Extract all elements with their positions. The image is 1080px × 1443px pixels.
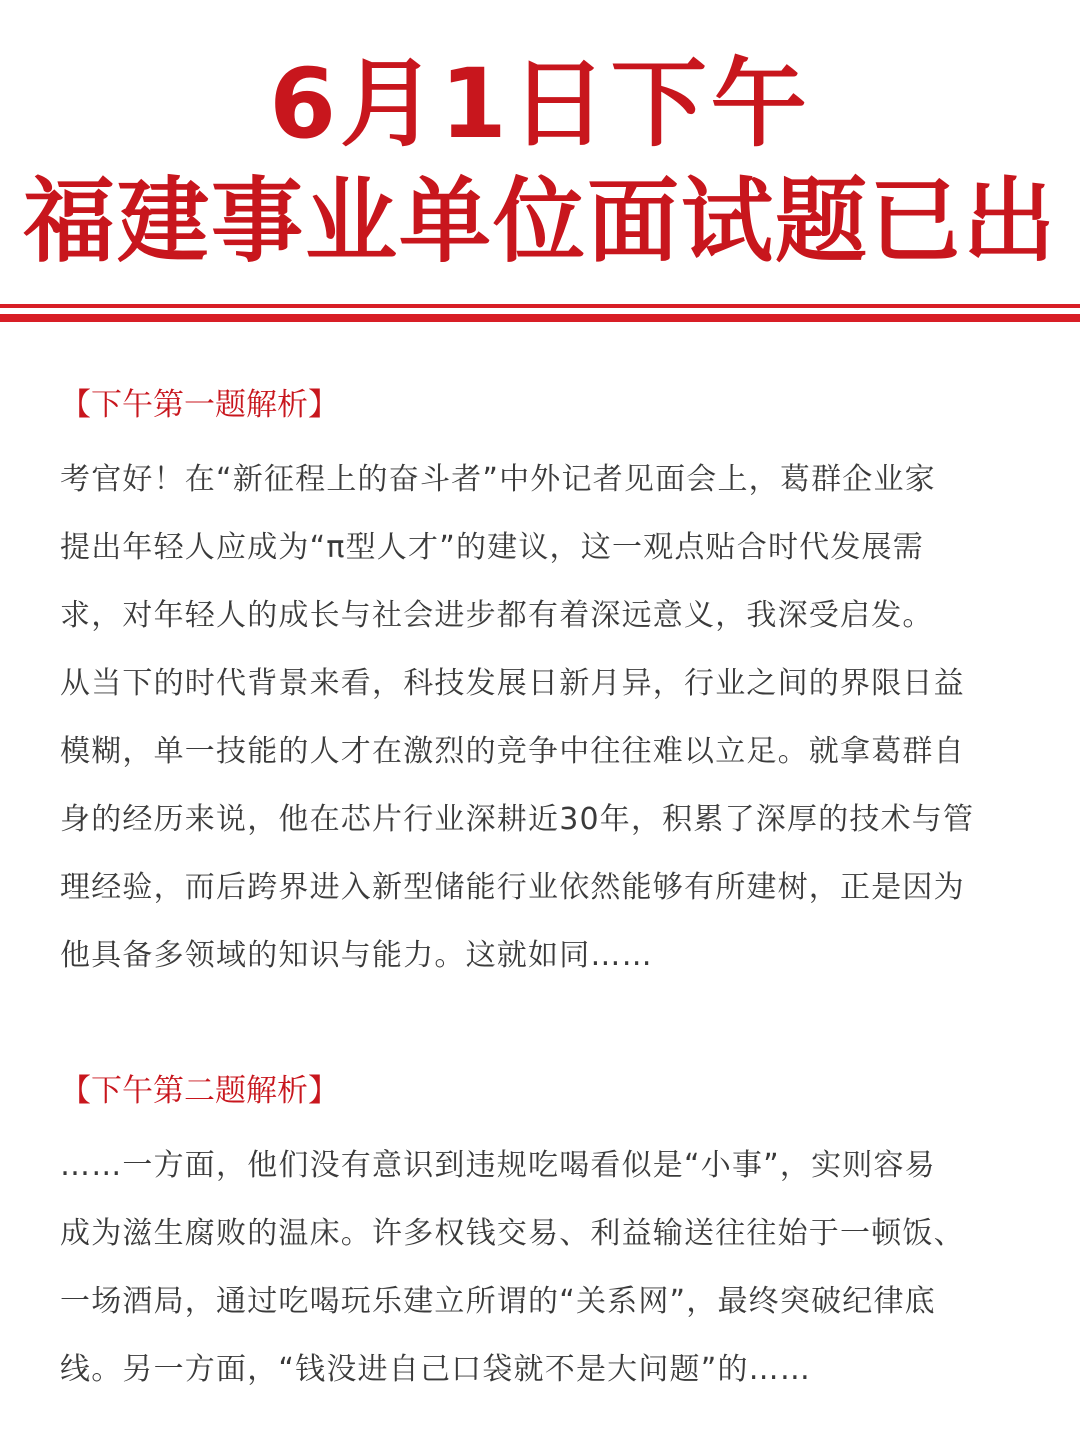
paragraph-line: 成为滋生腐败的温床。许多权钱交易、利益输送往往始于一顿饭、 <box>60 1216 965 1251</box>
paragraph-line: 模糊，单一技能的人才在激烈的竞争中往往难以立足。就拿葛群自 <box>60 734 965 769</box>
section-heading: 【下午第一题解析】 <box>60 387 339 423</box>
title-divider-thin <box>0 304 1080 308</box>
section-heading: 【下午第二题解析】 <box>60 1073 339 1109</box>
section-question-2 <box>60 1062 1020 1404</box>
paragraph-line: 从当下的时代背景来看，科技发展日新月异，行业之间的界限日益 <box>60 666 965 701</box>
paragraph-line: 他具备多领域的知识与能力。这就如同…… <box>60 938 653 973</box>
paragraph-line: 一场酒局，通过吃喝玩乐建立所谓的“关系网”，最终突破纪律底 <box>60 1284 936 1319</box>
paragraph-line: ……一方面，他们没有意识到违规吃喝看似是“小事”，实则容易 <box>60 1148 936 1183</box>
paragraph-line: 理经验，而后跨界进入新型储能行业依然能够有所建树，正是因为 <box>60 870 965 905</box>
title-divider-thick <box>0 314 1080 322</box>
paragraph-line: 线。另一方面，“钱没进自己口袋就不是大问题”的…… <box>60 1352 812 1387</box>
title-main: 福建事业单位面试题已出 <box>22 168 1057 275</box>
paragraph-line: 身的经历来说，他在芯片行业深耕近30年，积累了深厚的技术与管 <box>60 802 975 837</box>
paragraph-line: 求，对年轻人的成长与社会进步都有着深远意义，我深受启发。 <box>60 598 934 633</box>
section-question-1 <box>60 376 1020 990</box>
paragraph-line: 考官好！在“新征程上的奋斗者”中外记者见面会上，葛群企业家 <box>60 462 936 497</box>
paragraph-line: 提出年轻人应成为“π型人才”的建议，这一观点贴合时代发展需 <box>60 530 924 565</box>
title-date: 6月1日下午 <box>269 48 811 160</box>
